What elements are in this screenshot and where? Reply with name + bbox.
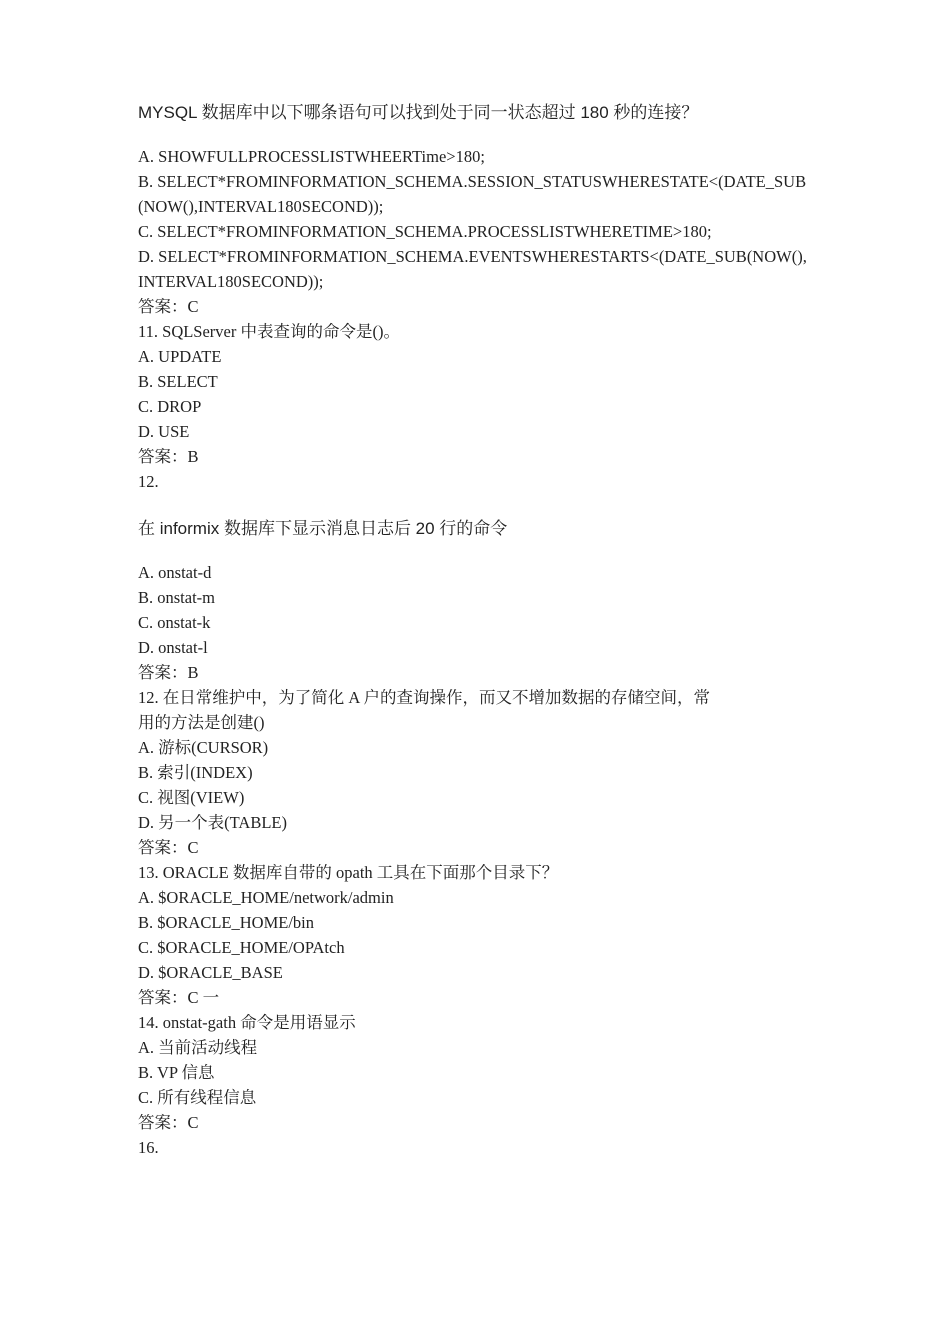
option-d: D. $ORACLE_BASE — [138, 963, 283, 982]
question-title: 13. ORACLE 数据库自带的 opath 工具在下面那个目录下？ — [138, 863, 559, 882]
option-a: A. 游标(CURSOR) — [138, 738, 269, 757]
option-a: A. onstat-d — [138, 563, 212, 582]
answer: 答案：C — [138, 838, 199, 857]
question-title: 14. onstat-gath 命令是用语显示 — [138, 1013, 356, 1032]
document-page — [138, 100, 818, 1160]
question-12 — [138, 685, 818, 860]
option-d: D. onstat-l — [138, 638, 208, 657]
option-d: D. 另一个表(TABLE) — [138, 813, 287, 832]
answer: 答案：C — [138, 1113, 199, 1132]
option-c: C. 所有线程信息 — [138, 1088, 257, 1107]
question-number: 16. — [138, 1138, 159, 1157]
answer: 答案：B — [138, 663, 199, 682]
question-11 — [138, 319, 818, 494]
option-a: A. 当前活动线程 — [138, 1038, 258, 1057]
option-b: B. VP 信息 — [138, 1063, 215, 1082]
option-d: D. USE — [138, 422, 190, 441]
option-b-line1: B. SELECT*FROMINFORMATION_SCHEMA.SESSION_STATUSWHERESTATE<(DATE_SUB — [138, 172, 807, 191]
option-d-line2: INTERVAL180SECOND)); — [138, 272, 324, 291]
question-title: 11. SQLServer 中表查询的命令是()。 — [138, 322, 400, 341]
question-heading: MYSQL 数据库中以下哪条语句可以找到处于同一状态超过 180 秒的连接？ — [138, 103, 699, 122]
question-title-line2: 用的方法是创建() — [138, 713, 265, 732]
question-heading: 在 informix 数据库下显示消息日志后 20 行的命令 — [138, 519, 508, 538]
option-b: B. 索引(INDEX) — [138, 763, 253, 782]
option-c: C. DROP — [138, 397, 202, 416]
option-b: B. SELECT — [138, 372, 218, 391]
option-b: B. onstat-m — [138, 588, 215, 607]
question-title-line1: 12. 在日常维护中，为了简化 A 户的查询操作，而又不增加数据的存储空间，常 — [138, 688, 711, 707]
answer: 答案：C — [138, 297, 199, 316]
question-informix — [138, 494, 818, 685]
answer: 答案：C 一 — [138, 988, 220, 1007]
question-14 — [138, 1010, 818, 1160]
option-a: A. SHOWFULLPROCESSLISTWHEERTime>180; — [138, 147, 485, 166]
question-number: 12. — [138, 472, 159, 491]
option-a: A. UPDATE — [138, 347, 222, 366]
option-b: B. $ORACLE_HOME/bin — [138, 913, 315, 932]
option-c: C. onstat-k — [138, 613, 211, 632]
option-c: C. SELECT*FROMINFORMATION_SCHEMA.PROCESSLISTWHERETIME>180; — [138, 222, 712, 241]
question-13 — [138, 860, 818, 1010]
option-c: C. 视图(VIEW) — [138, 788, 245, 807]
option-c: C. $ORACLE_HOME/OPAtch — [138, 938, 345, 957]
option-d-line1: D. SELECT*FROMINFORMATION_SCHEMA.EVENTSWHERESTARTS<(DATE_SUB(NOW(), — [138, 247, 807, 266]
answer: 答案：B — [138, 447, 199, 466]
option-b-line2: (NOW(),INTERVAL180SECOND)); — [138, 197, 384, 216]
option-a: A. $ORACLE_HOME/network/admin — [138, 888, 394, 907]
question-mysql — [138, 100, 818, 319]
